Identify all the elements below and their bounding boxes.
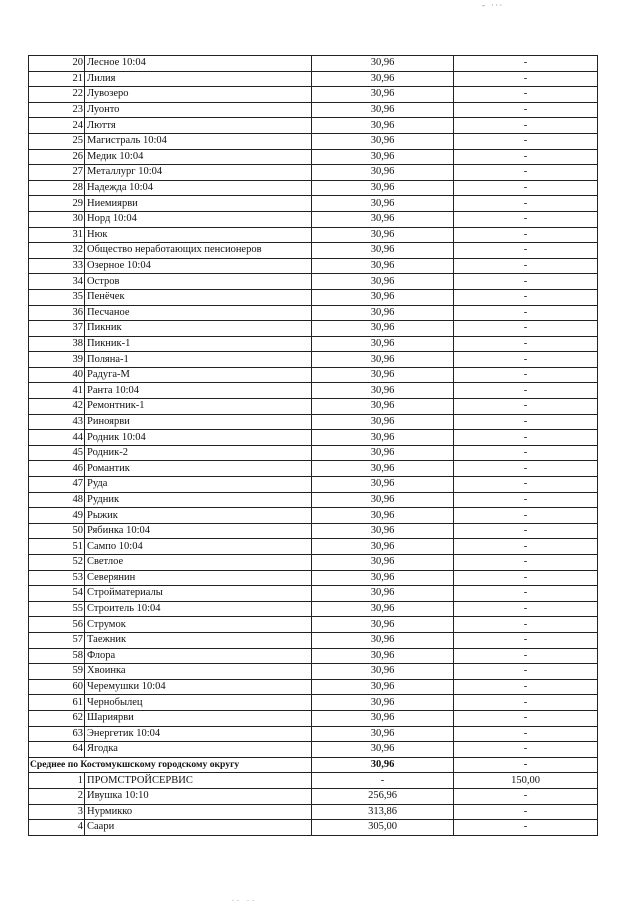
row-value-2: - — [454, 445, 598, 461]
average-label: Среднее по Костомукшскому городскому округу — [29, 757, 312, 773]
row-value-2: - — [454, 679, 598, 695]
table-row — [29, 570, 598, 586]
row-value-2: - — [454, 71, 598, 87]
row-name: Струмок — [85, 617, 312, 633]
row-name: Медик 10:04 — [85, 149, 312, 165]
row-value-1: 30,96 — [312, 71, 454, 87]
table-row — [29, 305, 598, 321]
table-row — [29, 477, 598, 493]
row-number: 29 — [29, 196, 85, 212]
table-row — [29, 773, 598, 789]
row-name: Общество неработающих пенсионеров — [85, 243, 312, 259]
row-value-1: 30,96 — [312, 336, 454, 352]
row-number: 43 — [29, 414, 85, 430]
row-name: Норд 10:04 — [85, 211, 312, 227]
row-number: 63 — [29, 726, 85, 742]
row-number: 36 — [29, 305, 85, 321]
row-value-2: - — [454, 211, 598, 227]
row-value-2: - — [454, 243, 598, 259]
row-value-1: 30,96 — [312, 367, 454, 383]
row-number: 30 — [29, 211, 85, 227]
table-row — [29, 227, 598, 243]
row-value-2: - — [454, 227, 598, 243]
row-value-2: - — [454, 430, 598, 446]
row-name: Ягодка — [85, 742, 312, 758]
row-name: Таежник — [85, 632, 312, 648]
row-name: Родник 10:04 — [85, 430, 312, 446]
row-value-1: 30,96 — [312, 414, 454, 430]
row-value-1: 30,96 — [312, 555, 454, 571]
row-number: 54 — [29, 586, 85, 602]
row-number: 52 — [29, 555, 85, 571]
row-value-2: - — [454, 508, 598, 524]
row-value-1: 30,96 — [312, 695, 454, 711]
row-number: 62 — [29, 710, 85, 726]
table-row — [29, 788, 598, 804]
row-value-2: - — [454, 492, 598, 508]
table-row — [29, 523, 598, 539]
row-number: 41 — [29, 383, 85, 399]
row-value-1: 30,96 — [312, 601, 454, 617]
table-row — [29, 508, 598, 524]
row-value-2: - — [454, 367, 598, 383]
row-name: Магистраль 10:04 — [85, 133, 312, 149]
row-number: 44 — [29, 430, 85, 446]
row-value-2: - — [454, 414, 598, 430]
table-row — [29, 820, 598, 836]
row-value-1: - — [312, 773, 454, 789]
row-value-2: - — [454, 742, 598, 758]
row-name: Нюк — [85, 227, 312, 243]
row-number: 57 — [29, 632, 85, 648]
row-number: 38 — [29, 336, 85, 352]
table-row — [29, 445, 598, 461]
row-value-2: - — [454, 632, 598, 648]
row-number: 31 — [29, 227, 85, 243]
row-value-2: - — [454, 664, 598, 680]
row-number: 58 — [29, 648, 85, 664]
row-name: Светлое — [85, 555, 312, 571]
row-name: Лесное 10:04 — [85, 56, 312, 72]
table-row — [29, 133, 598, 149]
row-number: 23 — [29, 102, 85, 118]
table-body-section-b — [29, 773, 598, 835]
row-number: 42 — [29, 399, 85, 415]
row-name: Остров — [85, 274, 312, 290]
row-value-1: 30,96 — [312, 399, 454, 415]
row-value-2: - — [454, 461, 598, 477]
average-value-1: 30,96 — [312, 757, 454, 773]
table-row — [29, 430, 598, 446]
row-value-2: - — [454, 570, 598, 586]
row-name: Рыжик — [85, 508, 312, 524]
row-value-1: 30,96 — [312, 445, 454, 461]
table-row — [29, 180, 598, 196]
row-value-2: - — [454, 149, 598, 165]
row-name: Пикник — [85, 321, 312, 337]
table-row — [29, 664, 598, 680]
row-value-1: 30,96 — [312, 211, 454, 227]
row-value-1: 30,96 — [312, 258, 454, 274]
row-value-1: 30,96 — [312, 56, 454, 72]
row-value-1: 30,96 — [312, 617, 454, 633]
row-number: 40 — [29, 367, 85, 383]
row-value-2: - — [454, 56, 598, 72]
row-value-1: 30,96 — [312, 102, 454, 118]
table-row — [29, 695, 598, 711]
row-value-1: 30,96 — [312, 305, 454, 321]
row-value-2: - — [454, 274, 598, 290]
table-row — [29, 632, 598, 648]
average-row — [29, 757, 598, 773]
row-number: 4 — [29, 820, 85, 836]
table-row — [29, 617, 598, 633]
row-value-2: - — [454, 555, 598, 571]
row-value-1: 30,96 — [312, 742, 454, 758]
row-value-1: 30,96 — [312, 710, 454, 726]
row-value-2: - — [454, 617, 598, 633]
row-number: 53 — [29, 570, 85, 586]
row-name: Саари — [85, 820, 312, 836]
row-number: 50 — [29, 523, 85, 539]
row-value-1: 30,96 — [312, 118, 454, 134]
row-name: Хвоинка — [85, 664, 312, 680]
row-value-1: 30,96 — [312, 352, 454, 368]
table-row — [29, 367, 598, 383]
row-number: 21 — [29, 71, 85, 87]
row-name: Риноярви — [85, 414, 312, 430]
row-name: Поляна-1 — [85, 352, 312, 368]
row-number: 3 — [29, 804, 85, 820]
scan-artifact: ∙∙ ∙∙ — [232, 896, 257, 905]
row-value-1: 30,96 — [312, 243, 454, 259]
row-value-2: - — [454, 820, 598, 836]
average-value-2: - — [454, 757, 598, 773]
row-value-2: - — [454, 289, 598, 305]
table-row — [29, 289, 598, 305]
row-value-2: - — [454, 523, 598, 539]
row-value-2: - — [454, 118, 598, 134]
row-name: Рудник — [85, 492, 312, 508]
row-value-2: 150,00 — [454, 773, 598, 789]
row-number: 26 — [29, 149, 85, 165]
row-value-2: - — [454, 87, 598, 103]
row-value-2: - — [454, 180, 598, 196]
row-value-1: 30,96 — [312, 87, 454, 103]
row-value-2: - — [454, 804, 598, 820]
row-name: Сампо 10:04 — [85, 539, 312, 555]
row-name: Северянин — [85, 570, 312, 586]
row-value-2: - — [454, 133, 598, 149]
row-value-1: 30,96 — [312, 321, 454, 337]
row-value-1: 30,96 — [312, 180, 454, 196]
row-value-1: 30,96 — [312, 461, 454, 477]
row-value-2: - — [454, 710, 598, 726]
table-row — [29, 102, 598, 118]
row-name: Озерное 10:04 — [85, 258, 312, 274]
row-number: 49 — [29, 508, 85, 524]
table-body-section-a — [29, 56, 598, 758]
row-value-2: - — [454, 352, 598, 368]
row-value-1: 30,96 — [312, 570, 454, 586]
row-value-2: - — [454, 336, 598, 352]
row-name: Руда — [85, 477, 312, 493]
row-name: Шариярви — [85, 710, 312, 726]
row-number: 2 — [29, 788, 85, 804]
row-value-2: - — [454, 586, 598, 602]
row-value-2: - — [454, 196, 598, 212]
table-row — [29, 804, 598, 820]
row-name: Ниемиярви — [85, 196, 312, 212]
table-row — [29, 414, 598, 430]
row-value-1: 30,96 — [312, 726, 454, 742]
row-number: 37 — [29, 321, 85, 337]
row-name: Лилия — [85, 71, 312, 87]
row-number: 1 — [29, 773, 85, 789]
table-row — [29, 399, 598, 415]
table-row — [29, 258, 598, 274]
row-value-1: 30,96 — [312, 632, 454, 648]
table-row — [29, 742, 598, 758]
row-number: 45 — [29, 445, 85, 461]
table-row — [29, 726, 598, 742]
row-name: Стройматериалы — [85, 586, 312, 602]
table-row — [29, 383, 598, 399]
table-row — [29, 539, 598, 555]
table-row — [29, 149, 598, 165]
row-name: Надежда 10:04 — [85, 180, 312, 196]
row-value-1: 313,86 — [312, 804, 454, 820]
data-table — [28, 55, 598, 836]
row-number: 28 — [29, 180, 85, 196]
row-value-1: 30,96 — [312, 196, 454, 212]
table-row — [29, 118, 598, 134]
row-value-2: - — [454, 648, 598, 664]
row-value-1: 30,96 — [312, 586, 454, 602]
row-name: Радуга-М — [85, 367, 312, 383]
row-value-2: - — [454, 258, 598, 274]
row-number: 59 — [29, 664, 85, 680]
row-value-1: 30,96 — [312, 149, 454, 165]
row-value-1: 30,96 — [312, 227, 454, 243]
row-number: 61 — [29, 695, 85, 711]
row-name: Чернобылец — [85, 695, 312, 711]
row-name: Родник-2 — [85, 445, 312, 461]
row-number: 39 — [29, 352, 85, 368]
row-name: Ранта 10:04 — [85, 383, 312, 399]
row-number: 46 — [29, 461, 85, 477]
row-number: 35 — [29, 289, 85, 305]
row-name: Пенёчек — [85, 289, 312, 305]
table-row — [29, 461, 598, 477]
table-row — [29, 71, 598, 87]
row-value-1: 30,96 — [312, 492, 454, 508]
row-number: 25 — [29, 133, 85, 149]
row-value-1: 30,96 — [312, 383, 454, 399]
table-row — [29, 710, 598, 726]
row-number: 51 — [29, 539, 85, 555]
row-value-2: - — [454, 788, 598, 804]
page-number-fragment: - ∙∙∙ — [482, 0, 504, 10]
row-name: Черемушки 10:04 — [85, 679, 312, 695]
row-name: Луонто — [85, 102, 312, 118]
row-value-1: 30,96 — [312, 430, 454, 446]
row-value-2: - — [454, 726, 598, 742]
table-row — [29, 87, 598, 103]
table-row — [29, 679, 598, 695]
row-number: 64 — [29, 742, 85, 758]
row-value-2: - — [454, 165, 598, 181]
row-value-2: - — [454, 695, 598, 711]
table-row — [29, 601, 598, 617]
table-body-average — [29, 757, 598, 773]
row-number: 32 — [29, 243, 85, 259]
row-name: Строитель 10:04 — [85, 601, 312, 617]
row-number: 27 — [29, 165, 85, 181]
table-row — [29, 274, 598, 290]
row-name: Ивушка 10:10 — [85, 788, 312, 804]
row-name: Романтик — [85, 461, 312, 477]
row-value-1: 305,00 — [312, 820, 454, 836]
row-value-2: - — [454, 383, 598, 399]
row-name: Металлург 10:04 — [85, 165, 312, 181]
table-row — [29, 56, 598, 72]
row-name: Песчаное — [85, 305, 312, 321]
row-value-1: 256,96 — [312, 788, 454, 804]
row-name: Нурмикко — [85, 804, 312, 820]
row-value-2: - — [454, 477, 598, 493]
row-number: 47 — [29, 477, 85, 493]
row-value-1: 30,96 — [312, 679, 454, 695]
row-value-2: - — [454, 102, 598, 118]
row-name: Пикник-1 — [85, 336, 312, 352]
table-row — [29, 321, 598, 337]
table-row — [29, 586, 598, 602]
row-value-1: 30,96 — [312, 165, 454, 181]
row-value-1: 30,96 — [312, 508, 454, 524]
table-row — [29, 492, 598, 508]
table-row — [29, 352, 598, 368]
row-name: Рябинка 10:04 — [85, 523, 312, 539]
table-row — [29, 648, 598, 664]
table-row — [29, 555, 598, 571]
row-value-2: - — [454, 539, 598, 555]
table-row — [29, 243, 598, 259]
row-number: 34 — [29, 274, 85, 290]
row-number: 56 — [29, 617, 85, 633]
table-row — [29, 336, 598, 352]
table-row — [29, 211, 598, 227]
row-value-2: - — [454, 305, 598, 321]
row-value-1: 30,96 — [312, 664, 454, 680]
table-row — [29, 165, 598, 181]
row-value-2: - — [454, 601, 598, 617]
row-name: ПРОМСТРОЙСЕРВИС — [85, 773, 312, 789]
row-value-2: - — [454, 399, 598, 415]
row-name: Энергетик 10:04 — [85, 726, 312, 742]
row-number: 20 — [29, 56, 85, 72]
row-number: 55 — [29, 601, 85, 617]
row-name: Лувозеро — [85, 87, 312, 103]
row-number: 24 — [29, 118, 85, 134]
table-row — [29, 196, 598, 212]
row-value-1: 30,96 — [312, 274, 454, 290]
row-number: 33 — [29, 258, 85, 274]
row-name: Флора — [85, 648, 312, 664]
row-number: 60 — [29, 679, 85, 695]
row-name: Люття — [85, 118, 312, 134]
row-name: Ремонтник-1 — [85, 399, 312, 415]
row-value-2: - — [454, 321, 598, 337]
row-value-1: 30,96 — [312, 539, 454, 555]
row-value-1: 30,96 — [312, 133, 454, 149]
row-value-1: 30,96 — [312, 523, 454, 539]
row-value-1: 30,96 — [312, 477, 454, 493]
row-number: 22 — [29, 87, 85, 103]
row-value-1: 30,96 — [312, 289, 454, 305]
row-value-1: 30,96 — [312, 648, 454, 664]
row-number: 48 — [29, 492, 85, 508]
